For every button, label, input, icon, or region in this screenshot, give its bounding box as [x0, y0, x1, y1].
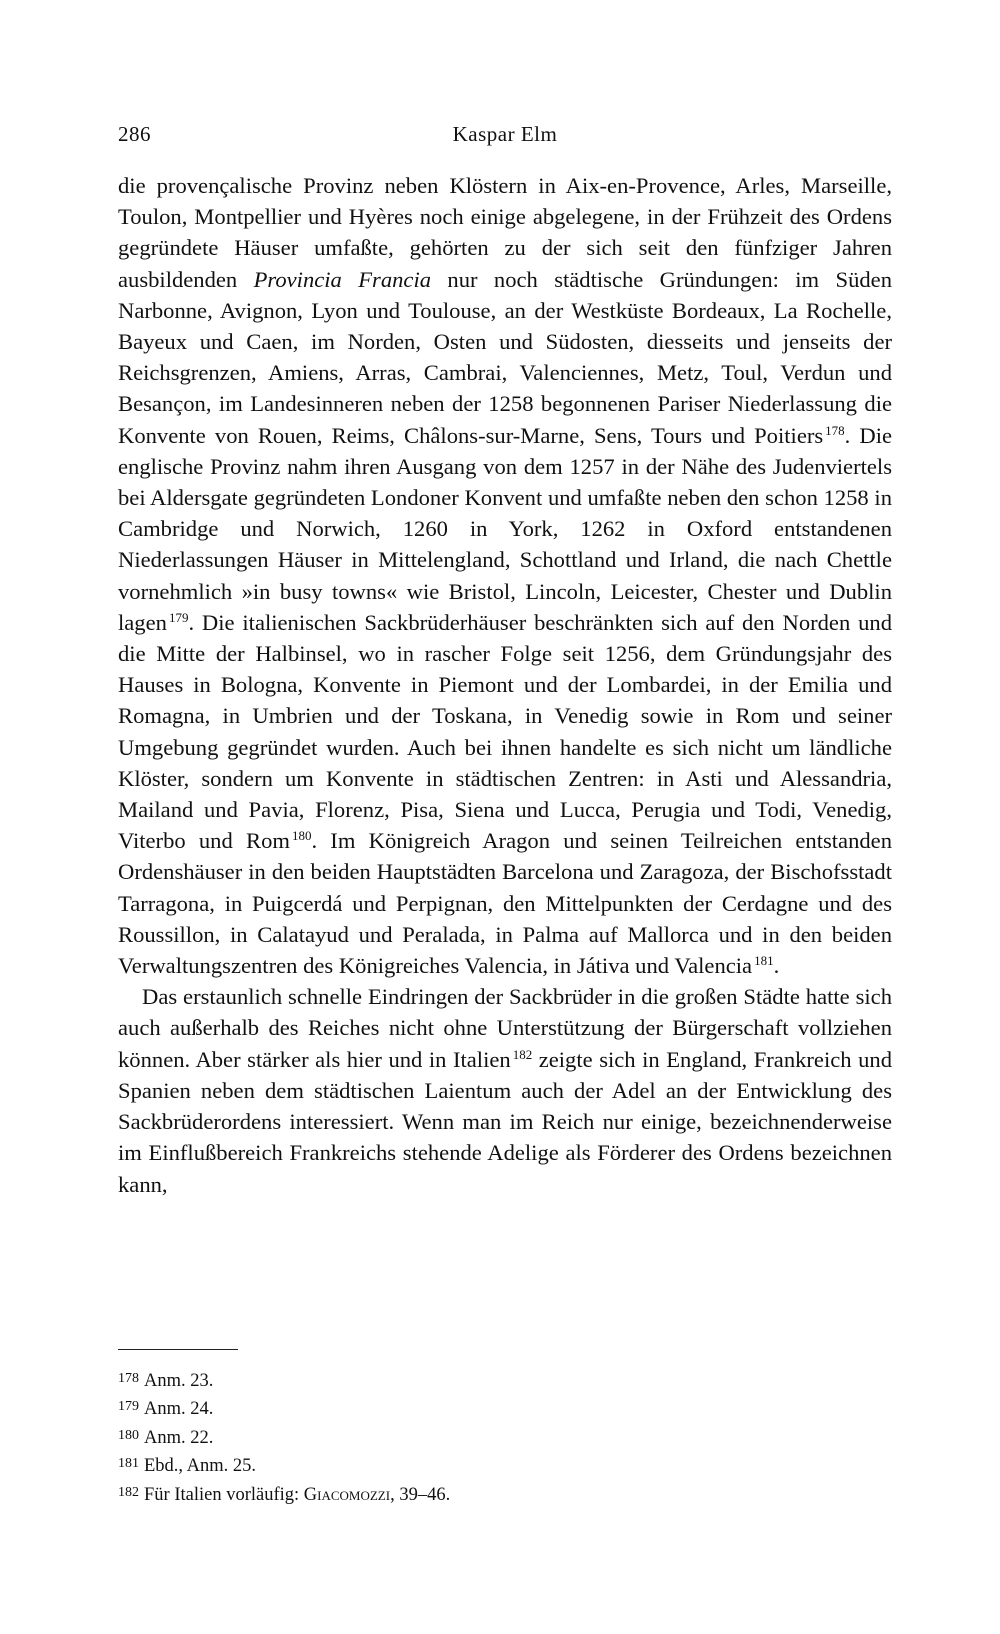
text-run: .: [773, 953, 780, 979]
footnote-ref-181[interactable]: 181: [754, 953, 774, 969]
footnote-180: [118, 1423, 892, 1451]
running-head: Kaspar Elm: [452, 122, 558, 146]
text-run: nur noch städtische Gründungen: im Süden Narbonne, Avignon, Lyon und Toulouse, an der Westküste Bordeaux, La Rochelle, Bayeux und Caen, im Norden, Osten und Südosten, diesseits und jenseits der Reichsgrenzen, Amiens, Arras, Cambrai, Valenciennes, Metz, Toul, Verdun und Besançon, im Landesinneren neben der 1258 begonnenen Pariser Niederlassung die Konvente von Rouen, Reims, Châlons-sur-Marne, Sens, Tours und Poitiers: [118, 266, 892, 448]
text-run: . Die italienischen Sackbrüderhäuser beschränkten sich auf den Norden und die Mitte der Halbinsel, wo in rascher Folge seit 1256, dem Gründungsjahr des Hauses in Bologna, Konvente in Piemont und der Lombardei, in der Emilia und Romagna, in Umbrien und der Toskana, in Venedig sowie in Rom und seiner Umgebung gegründet wurden. Auch bei ihnen handelte es sich nicht um ländliche Klöster, sondern um Konvente in städtischen Zentren: in Asti und Alessandria, Mailand und Pavia, Florenz, Pisa, Siena und Lucca, Perugia und Todi, Venedig, Viterbo und Rom: [118, 609, 892, 854]
footnote-number: 181: [118, 1456, 139, 1472]
text-run: Das erstaunlich schnelle Eindringen der Sackbrüder in die großen Städte hatte sich auch außerhalb des Reiches nicht ohne Unterstützung der Bürgerschaft vollziehen können. Aber stärker als hier und in Italien: [118, 984, 892, 1072]
footnote-number: 182: [118, 1484, 139, 1500]
footnote-ref-179[interactable]: 179: [168, 609, 189, 625]
footnote-divider: [118, 1349, 238, 1350]
page-header: [118, 122, 892, 152]
footnote-178: [118, 1366, 892, 1394]
italic-term: Provincia Francia: [253, 266, 432, 292]
text-run: zeigte sich in England, Frankreich und Spanien neben dem städtischen Laientum auch der Adel an der Entwicklung des Sackbrüderordens interessiert. Wenn man im Reich nur einige, bezeichnenderweise im Einflußbereich Frankreichs stehende Adelige als Förderer des Ordens bezeichnen kann,: [118, 1046, 892, 1197]
text-run: . Im Königreich Aragon und seinen Teilreichen entstanden Ordenshäuser in den beiden Hauptstädten Barcelona und Zaragoza, der Bischofsstadt Tarragona, in Puigcerdá und Perpignan, den Mittelpunkten der Cerdagne und des Roussillon, in Calatayud und Peralada, in Palma auf Mallorca und in den beiden Verwaltungszentren des Königreiches Valencia, in Játiva und Valencia: [118, 828, 892, 979]
footnote-ref-182[interactable]: 182: [512, 1046, 533, 1062]
footnote-text: Anm. 23.: [144, 1371, 214, 1391]
paragraph-2: [118, 981, 892, 1199]
footnote-number: 180: [118, 1427, 139, 1443]
footnote-ref-178[interactable]: 178: [825, 422, 845, 438]
text-run: die provençalische Provinz neben Klöstern in Aix-en-Provence, Arles, Marseille, Toulon, Montpellier und Hyères noch einige abgelegene, in der Frühzeit des Ordens gegründete Häuser umfaßte, gehörten zu der sich seit den fünfziger Jahren ausbildenden: [118, 173, 892, 292]
text-run: . Die englische Provinz nahm ihren Ausgang von dem 1257 in der Nähe des Judenviertels bei Aldersgate gegründeten Londoner Konvent und umfaßte neben den schon 1258 in Cambridge und Norwich, 1260 in York, 1262 in Oxford entstandenen Niederlassungen Häuser in Mittelengland, Schottland und Irland, die nach Chettle vornehmlich »in busy towns« wie Bristol, Lincoln, Leicester, Chester und Dublin lagen: [118, 422, 893, 635]
footnote-text: , 39–46.: [390, 1484, 451, 1505]
footnote-author: Giacomozzi: [303, 1484, 391, 1505]
footnote-179: [118, 1394, 892, 1422]
main-text: [118, 170, 892, 1200]
footnote-181: [118, 1451, 892, 1479]
footnote-ref-180[interactable]: 180: [291, 828, 312, 844]
footnote-text: Ebd., Anm. 25.: [144, 1456, 257, 1477]
footnote-text: Für Italien vorläufig:: [144, 1484, 304, 1505]
footnote-text: Anm. 24.: [144, 1399, 214, 1420]
footnote-number: 178: [118, 1371, 139, 1386]
footnotes: [118, 1366, 892, 1508]
footnote-182: [118, 1480, 892, 1508]
footnote-number: 179: [118, 1399, 139, 1415]
page-number: 286: [118, 122, 151, 146]
footnote-text: Anm. 22.: [144, 1427, 214, 1448]
paragraph-1: [118, 170, 892, 981]
